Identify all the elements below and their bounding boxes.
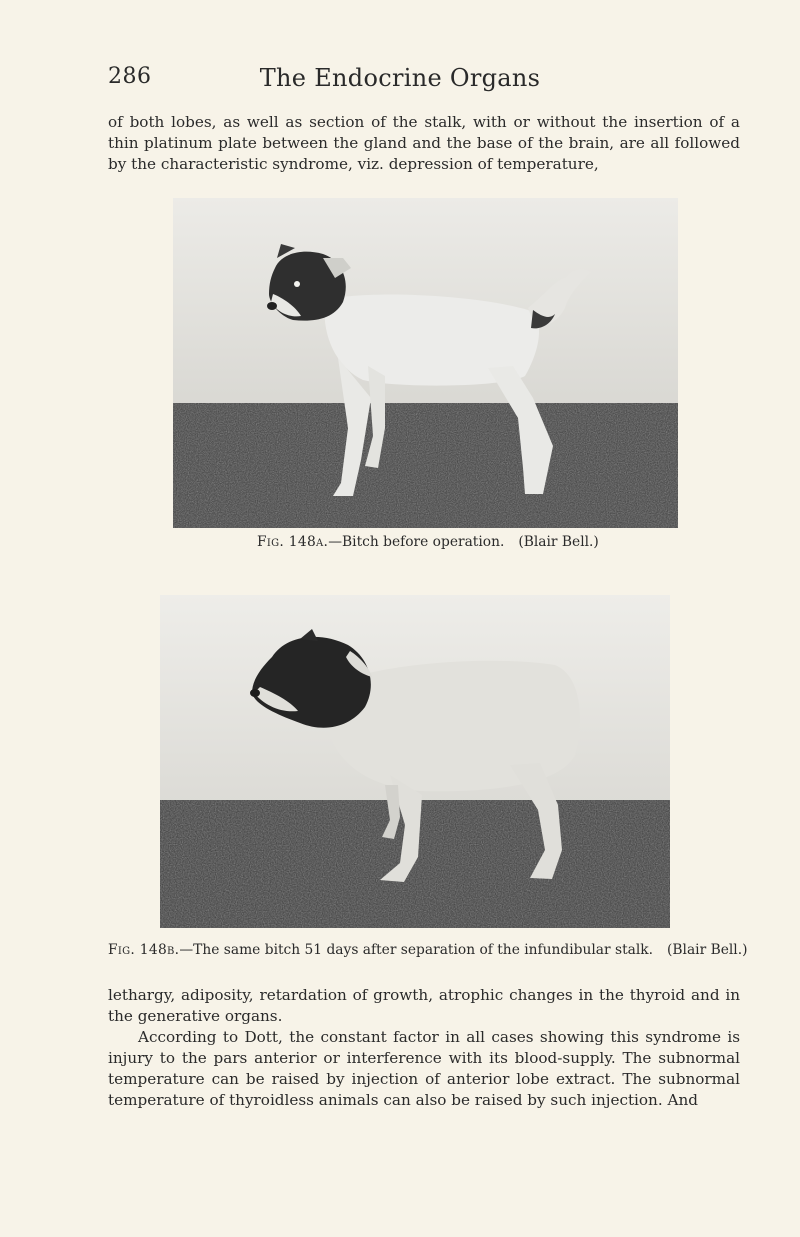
running-title: The Endocrine Organs [259, 64, 541, 92]
figure-148b-caption [108, 942, 747, 958]
figure-148b-photo [160, 595, 670, 928]
page-number: 286 [108, 64, 152, 89]
figure-148b-caption-text: —The same bitch 51 days after separation of the infundibular stalk. [179, 942, 654, 958]
paragraph-top: of both lobes, as well as section of the stalk, with or without the insertion of a thin platinum plate between the gland and the base of the brain, are all followed by the characteristic syndrome, viz. depression of temperature, [108, 113, 740, 173]
figure-148a-caption-text: —Bitch before operation. [328, 534, 505, 550]
paragraph-continued: lethargy, adiposity, retardation of growth, atrophic changes in the thyroid and in the generative organs. [108, 986, 740, 1025]
figure-148b-credit: (Blair Bell.) [667, 942, 748, 958]
dog-after-operation-image [160, 595, 670, 928]
dog-before-operation-image [173, 198, 678, 528]
figure-148a-caption [257, 534, 599, 550]
figure-148a-credit: (Blair Bell.) [518, 534, 599, 550]
paragraph-dott: According to Dott, the constant factor in all cases showing this syndrome is injury to the pars anterior or interference with its blood-supply. The subnormal temperature can be raised by injection of anterior lobe extract. The subnormal temperature of thyroidless animals can also be raised by such injection. And [108, 1028, 740, 1109]
page-header [0, 64, 800, 94]
figure-148b-label: Fig. 148b. [108, 942, 180, 958]
figure-148a-label: Fig. 148a. [257, 534, 329, 550]
figure-148a-photo [173, 198, 678, 528]
